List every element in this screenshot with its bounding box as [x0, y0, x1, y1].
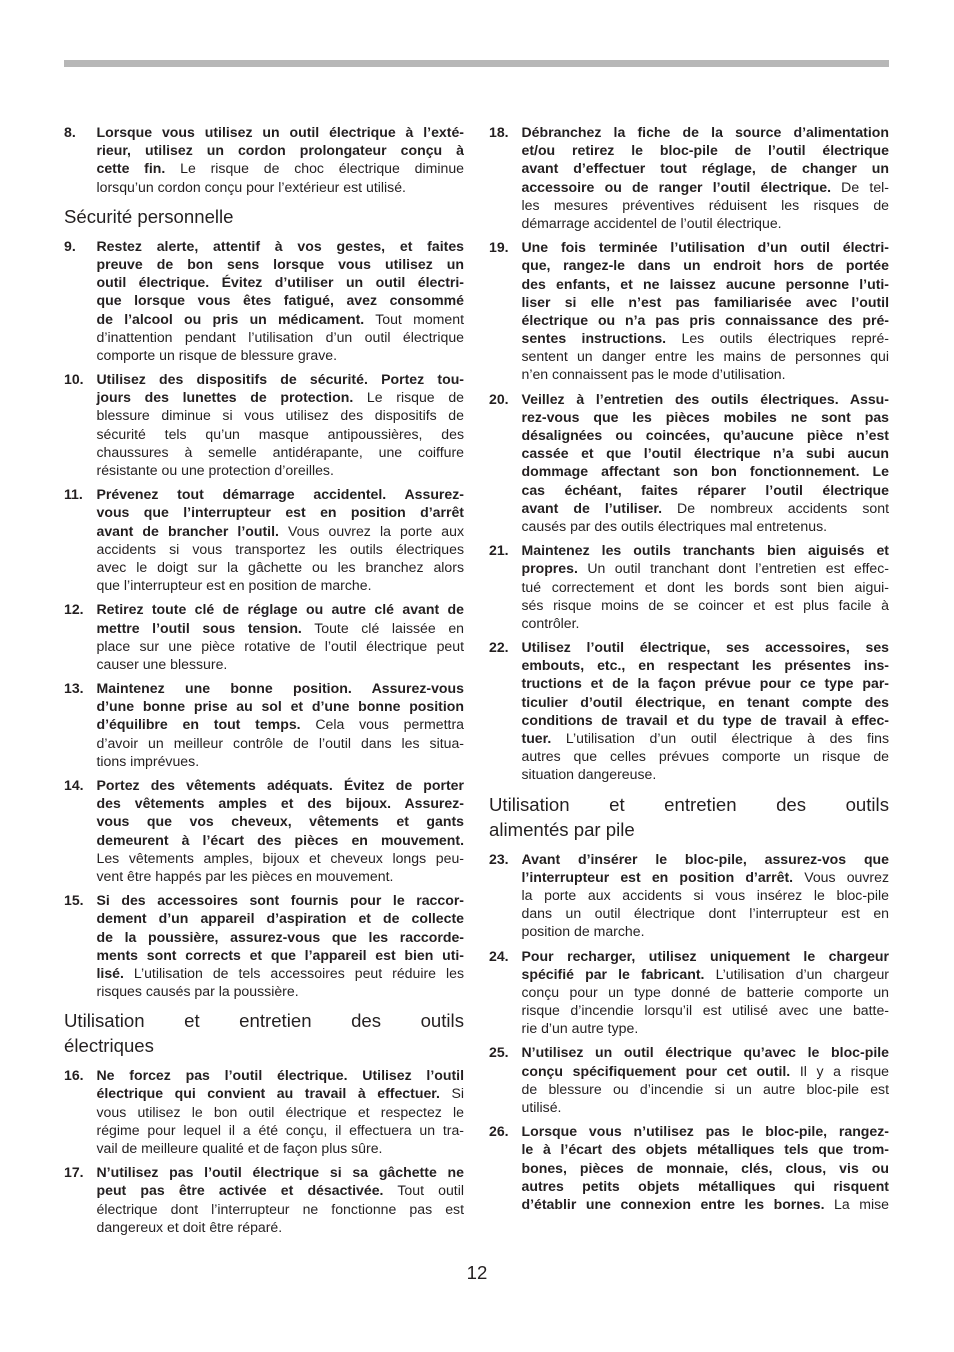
- text-line: [489, 965, 889, 983]
- text-line: [64, 1181, 464, 1199]
- body-text: comporte un risque de blessure grave.: [96, 346, 338, 363]
- body-text: Tout outil: [383, 1182, 464, 1199]
- body-text: de blessure ou d’incendie si un autre bloc-pile est: [521, 1080, 889, 1097]
- bold-text: Pour recharger, utilisez uniquement le chargeur: [521, 947, 889, 964]
- bold-text: tructions et de la façon prévue pour ce type par-: [521, 675, 889, 692]
- spacer: [64, 1058, 464, 1066]
- text-line: [64, 291, 464, 309]
- list-item: [489, 638, 889, 784]
- right-column: [489, 123, 889, 1219]
- text-line: [489, 868, 889, 886]
- body-text: rie d’un autre type.: [521, 1020, 639, 1037]
- bold-text: tuer.: [521, 730, 552, 746]
- body-text: blessure diminue si vous utilisez des dispositifs de: [96, 407, 464, 424]
- item-number: 14.: [64, 777, 84, 793]
- bold-text: électrique qui convient au travail à effectuer.: [96, 1085, 440, 1102]
- text-line: [489, 578, 889, 596]
- text-line: [489, 1159, 889, 1177]
- text-line: [64, 485, 464, 503]
- text-line: [64, 734, 464, 752]
- bold-text: Débranchez la fiche de la source d’alimentation: [521, 124, 889, 140]
- body-text: utilisé.: [521, 1099, 562, 1115]
- text-line: [64, 794, 464, 812]
- item-number: 12.: [64, 601, 84, 618]
- item-number: 13.: [64, 680, 84, 697]
- bold-text: cette fin.: [96, 160, 166, 177]
- list-item: [489, 1043, 889, 1116]
- heading-line: Utilisation et entretien des outils: [489, 793, 889, 815]
- text-line: [64, 1066, 464, 1084]
- bold-text: dommage affectant son bon fonctionnement. Le: [521, 463, 889, 480]
- text-line: [489, 214, 889, 232]
- body-text: régime pour lequel il a été conçu, il effectuera un tra-: [96, 1121, 464, 1138]
- text-line: [64, 310, 464, 328]
- item-number: 25.: [489, 1044, 509, 1061]
- text-line: [489, 178, 889, 196]
- bold-text: et/ou retirez le bloc-pile de l’outil électrique: [521, 142, 889, 159]
- body-text: L’utilisation de tels accessoires peut réduire les: [123, 964, 464, 981]
- list-item: [64, 123, 464, 196]
- bold-text: Restez alerte, attentif à vos gestes, et faites: [96, 237, 464, 254]
- section-heading: [64, 1008, 464, 1058]
- text-line: [489, 1140, 889, 1158]
- text-line: [64, 328, 464, 346]
- body-text: Vous ouvrez: [793, 868, 889, 885]
- bold-text: peut pas être activée et désactivée.: [96, 1182, 384, 1199]
- body-text: vous utilisez le bon outil électrique et respectez le: [96, 1103, 464, 1120]
- bold-text: Retirez toute clé de réglage ou autre clé avant de: [96, 601, 464, 618]
- text-line: [64, 909, 464, 927]
- body-text: La mise: [824, 1195, 890, 1212]
- list-item: [64, 485, 464, 594]
- item-number: 8.: [64, 124, 76, 140]
- bold-text: dement d’un appareil d’aspiration et de collecte: [96, 910, 464, 927]
- body-text: lorsqu’un cordon conçu pour l’extérieur est utilisé.: [96, 178, 406, 195]
- left-column: [64, 123, 464, 1242]
- body-text: d’inattention pendant l’utilisation d’un outil électrique: [96, 328, 464, 345]
- item-number: 11.: [64, 486, 83, 503]
- text-line: [489, 711, 889, 729]
- text-line: [64, 831, 464, 849]
- body-text: place sur une pièce rotative de l’outil électrique peut: [96, 637, 464, 654]
- body-text: L’utilisation d’un outil électrique à des fins: [551, 730, 889, 746]
- text-line: [489, 656, 889, 674]
- body-text: Cela vous permettra: [300, 716, 464, 733]
- body-text: risque d’incendie lorsqu’il est utilisé avec une batte-: [521, 1002, 889, 1019]
- bold-text: Lorsque vous utilisez un outil électrique à l’exté-: [96, 124, 464, 140]
- text-line: [64, 867, 464, 885]
- text-line: [489, 947, 889, 965]
- page-number: 12: [466, 1262, 488, 1283]
- bold-text: avant de brancher l’outil.: [96, 522, 279, 539]
- body-text: De nombreux accidents sont: [662, 499, 890, 516]
- text-line: [64, 346, 464, 364]
- section-heading: [64, 204, 464, 229]
- text-line: [489, 1062, 889, 1080]
- text-line: [64, 406, 464, 424]
- bold-text: Utilisez l’outil électrique, ses accessoires, ses: [521, 639, 889, 656]
- text-line: [64, 619, 464, 637]
- bold-text: Prévenez tout démarrage accidentel. Assurez-: [96, 486, 464, 503]
- text-line: [64, 123, 464, 141]
- text-line: [489, 275, 889, 293]
- bold-text: lisé.: [96, 964, 124, 981]
- text-line: [489, 159, 889, 177]
- text-line: [64, 1163, 464, 1181]
- text-line: [64, 715, 464, 733]
- spacer: [64, 229, 464, 237]
- text-line: [64, 1139, 464, 1157]
- bold-text: embouts, etc., en respectant les présentes ins-: [521, 657, 889, 674]
- body-text: causés par des outils électriques mal entretenus.: [521, 517, 828, 534]
- body-text: conçu pour un type donné de batterie comporte un: [521, 983, 889, 1000]
- body-text: contrôler.: [521, 614, 580, 631]
- bold-text: que, rangez-le dans un endroit hors de portée: [521, 257, 889, 274]
- bold-text: des vêtements amples et des bijoux. Assurez-: [96, 795, 464, 812]
- body-text: Si: [439, 1085, 464, 1102]
- text-line: [64, 849, 464, 867]
- list-item: [64, 891, 464, 1000]
- text-line: [489, 238, 889, 256]
- list-item: [64, 1066, 464, 1157]
- text-line: [64, 1121, 464, 1139]
- text-line: [64, 752, 464, 770]
- item-number: 17.: [64, 1164, 84, 1181]
- bold-text: Maintenez une bonne position. Assurez-vous: [96, 680, 464, 697]
- bold-text: cas échéant, faites réparer l’outil électrique: [521, 481, 889, 498]
- text-line: [489, 365, 889, 383]
- item-number: 18.: [489, 124, 509, 140]
- bold-text: ments sont corrects et que l’appareil est bien uti-: [96, 946, 464, 963]
- bold-text: Veillez à l’entretien des outils électriques. Assu-: [521, 390, 889, 407]
- text-line: [489, 765, 889, 783]
- text-line: [489, 614, 889, 632]
- bold-text: preuve de bon sens lorsque vous utilisez un: [96, 255, 464, 272]
- item-number: 22.: [489, 639, 509, 656]
- body-text: causer une blessure.: [96, 655, 228, 672]
- bold-text: cassée et que l’outil électrique n’a subi aucun: [521, 445, 889, 462]
- bold-text: demeurent à l’écart des pièces en mouvement.: [96, 831, 464, 848]
- bold-text: d’une bonne prise au sol et d’une bonne position: [96, 698, 464, 715]
- text-line: [489, 674, 889, 692]
- bold-text: spécifié par le fabricant.: [521, 965, 705, 982]
- list-item: [489, 238, 889, 384]
- bold-text: Utilisez des dispositifs de sécurité. Portez tou-: [96, 371, 464, 388]
- text-line: [489, 123, 889, 141]
- body-text: situation dangereuse.: [521, 766, 657, 783]
- text-line: [64, 1218, 464, 1236]
- bold-text: conditions de travail et du type de travail à effec-: [521, 711, 889, 728]
- body-text: Les vêtements amples, bijoux et cheveux longs peu-: [96, 849, 464, 866]
- bold-text: jours des lunettes de protection.: [96, 389, 354, 406]
- body-text: tions imprévues.: [96, 752, 200, 769]
- text-line: [64, 540, 464, 558]
- body-text: les mesures préventives réduisent les risques de: [521, 196, 889, 213]
- text-line: [489, 256, 889, 274]
- text-line: [489, 196, 889, 214]
- text-line: [489, 311, 889, 329]
- list-item: [64, 776, 464, 885]
- text-line: [489, 922, 889, 940]
- text-line: [489, 141, 889, 159]
- text-line: [489, 1043, 889, 1061]
- text-line: [489, 1195, 889, 1213]
- bold-text: des enfants, et ne laissez aucune personne l’uti-: [521, 275, 889, 292]
- text-line: [64, 141, 464, 159]
- text-line: [64, 891, 464, 909]
- bold-text: d’équilibre en tout temps.: [96, 716, 301, 733]
- bold-text: ticulier d’outil électrique, en tenant compte des: [521, 693, 889, 710]
- text-line: [64, 776, 464, 794]
- list-item: [489, 390, 889, 536]
- text-line: [64, 679, 464, 697]
- heading-line: Sécurité personnelle: [64, 205, 234, 227]
- body-text: Tout moment: [364, 310, 464, 327]
- bold-text: électrique ou n’a pas pris connaissance des pré-: [521, 311, 889, 328]
- body-text: L’utilisation d’un chargeur: [704, 965, 890, 982]
- bold-text: Lorsque vous n’utilisez pas le bloc-pile, rangez-: [521, 1123, 889, 1140]
- text-line: [64, 273, 464, 291]
- body-text: démarrage accidentel de l’outil électrique.: [521, 214, 782, 231]
- text-line: [489, 462, 889, 480]
- body-text: position de marche.: [521, 923, 645, 940]
- text-line: [489, 444, 889, 462]
- bold-text: conçu spécifiquement pour cet outil.: [521, 1062, 791, 1079]
- body-text: Il y a risque: [790, 1062, 889, 1079]
- text-line: [64, 461, 464, 479]
- text-line: [64, 178, 464, 196]
- bold-text: que lorsque vous êtes fatigué, avez consommé: [96, 292, 464, 309]
- item-number: 26.: [489, 1123, 509, 1140]
- text-line: [64, 655, 464, 673]
- heading-line: alimentés par pile: [489, 818, 635, 840]
- item-number: 15.: [64, 892, 84, 909]
- bold-text: désalignées ou coincées, qu’aucune pièce n’est: [521, 427, 889, 443]
- list-item: [489, 1122, 889, 1213]
- bold-text: Une fois terminée l’utilisation d’un outil électri-: [521, 239, 889, 256]
- text-line: [489, 1098, 889, 1116]
- text-line: [64, 1084, 464, 1102]
- body-text: Les outils électriques repré-: [666, 330, 889, 347]
- text-line: [489, 1122, 889, 1140]
- text-line: [489, 904, 889, 922]
- body-text: dangereux et doit être réparé.: [96, 1218, 283, 1235]
- text-line: [489, 729, 889, 747]
- body-text: électrique dont l’interrupteur ne fonctionne pas est: [96, 1200, 464, 1217]
- bold-text: avant de l’utiliser.: [521, 499, 663, 516]
- text-line: [64, 982, 464, 1000]
- body-text: De tel-: [830, 178, 889, 195]
- text-line: [64, 812, 464, 830]
- text-line: [489, 426, 889, 444]
- bold-text: outil électrique. Évitez d’utiliser un outil électri-: [96, 274, 464, 291]
- text-line: [489, 693, 889, 711]
- bold-text: accessoire ou de ranger l’outil électrique.: [521, 178, 831, 195]
- section-heading: [489, 792, 889, 842]
- item-number: 9.: [64, 237, 76, 254]
- text-line: [489, 638, 889, 656]
- text-line: [64, 964, 464, 982]
- bold-text: Si des accessoires sont fournis pour le raccor-: [96, 892, 464, 909]
- text-line: [64, 558, 464, 576]
- text-line: [64, 576, 464, 594]
- bold-text: propres.: [521, 560, 578, 577]
- text-line: [489, 481, 889, 499]
- body-text: Toute clé laissée en: [301, 619, 465, 636]
- bold-text: mettre l’outil sous tension.: [96, 619, 302, 636]
- text-line: [64, 637, 464, 655]
- bold-text: autres petits objets métalliques qui risquent: [521, 1177, 889, 1194]
- body-text: d’avoir un meilleur contrôle de l’outil dans les situa-: [96, 734, 464, 751]
- bold-text: vous que vos cheveux, vêtements et gants: [96, 813, 464, 830]
- body-text: la porte aux accidents si vous insérez le bloc-pile: [521, 886, 889, 903]
- text-line: [489, 850, 889, 868]
- item-number: 23.: [489, 850, 509, 867]
- bold-text: Ne forcez pas l’outil électrique. Utilisez l’outil: [96, 1067, 464, 1084]
- text-line: [64, 1103, 464, 1121]
- bold-text: liser si elle n’est pas familiarisée avec l’outil: [521, 293, 889, 310]
- top-rule: [64, 60, 889, 67]
- text-line: [489, 329, 889, 347]
- text-line: [489, 747, 889, 765]
- text-line: [489, 886, 889, 904]
- text-line: [489, 293, 889, 311]
- item-number: 20.: [489, 390, 509, 407]
- text-line: [64, 697, 464, 715]
- text-line: [489, 1001, 889, 1019]
- text-line: [64, 388, 464, 406]
- list-item: [64, 600, 464, 673]
- bold-text: Portez des vêtements adéquats. Évitez de porter: [96, 777, 464, 793]
- text-line: [64, 255, 464, 273]
- bold-text: sentes instructions.: [521, 330, 667, 347]
- list-item: [64, 237, 464, 364]
- bold-text: le à l’écart des objets métalliques tels que trom-: [521, 1141, 889, 1158]
- text-line: [64, 443, 464, 461]
- text-line: [64, 503, 464, 521]
- list-item: [64, 1163, 464, 1236]
- body-text: avec le doigt sur la gâchette ou les branchez alors: [96, 558, 464, 575]
- text-line: [489, 408, 889, 426]
- body-text: n’en connaissent pas le mode d’utilisation.: [521, 366, 786, 383]
- bold-text: rez-vous que les pièces mobiles ne sont pas: [521, 408, 889, 425]
- text-line: [64, 237, 464, 255]
- text-line: [64, 159, 464, 177]
- bold-text: l’interrupteur est en position d’arrêt.: [521, 868, 794, 885]
- text-line: [64, 522, 464, 540]
- item-number: 16.: [64, 1067, 84, 1084]
- bold-text: de l’alcool ou pris un médicament.: [96, 310, 365, 327]
- text-line: [489, 1080, 889, 1098]
- heading-line: Utilisation et entretien des outils: [64, 1010, 464, 1032]
- text-line: [489, 499, 889, 517]
- body-text: dans un outil électrique dont l’interrupteur est en: [521, 905, 889, 922]
- body-text: sés risque moins de se coincer et est plus facile à: [521, 596, 889, 613]
- body-text: Un outil tranchant dont l’entretien est effec-: [577, 560, 889, 577]
- body-text: risques causés par la poussière.: [96, 983, 299, 1000]
- bold-text: N’utilisez un outil électrique qu’avec le bloc-pile: [521, 1044, 889, 1061]
- body-text: accidents si vous transportez les outils électriques: [96, 540, 464, 557]
- item-number: 10.: [64, 371, 84, 388]
- list-item: [489, 947, 889, 1038]
- bold-text: d’établir une connexion entre les bornes.: [521, 1195, 825, 1212]
- bold-text: rieur, utilisez un cordon prolongateur conçu à: [96, 142, 464, 159]
- spacer: [489, 842, 889, 850]
- body-text: Le risque de: [353, 389, 464, 406]
- bold-text: N’utilisez pas l’outil électrique si sa gâchette ne: [96, 1164, 464, 1181]
- list-item: [64, 370, 464, 479]
- body-text: Le risque de choc électrique diminue: [165, 160, 464, 177]
- text-line: [489, 517, 889, 535]
- bold-text: bones, pièces de monnaie, clés, clous, vis ou: [521, 1159, 889, 1176]
- text-line: [489, 1019, 889, 1037]
- text-line: [489, 541, 889, 559]
- text-line: [489, 596, 889, 614]
- item-number: 24.: [489, 947, 509, 964]
- text-line: [64, 600, 464, 618]
- bold-text: de la poussière, assurez-vous que les raccorde-: [96, 928, 464, 945]
- bold-text: vous que l’interrupteur est en position d’arrêt: [96, 504, 464, 521]
- text-line: [64, 1200, 464, 1218]
- text-line: [489, 347, 889, 365]
- body-text: autres que celles prévues comporte un risque de: [521, 748, 889, 765]
- list-item: [489, 123, 889, 232]
- text-line: [489, 1177, 889, 1195]
- body-text: sentent un danger entre les mains de personnes qui: [521, 348, 889, 365]
- list-item: [489, 850, 889, 941]
- text-line: [64, 370, 464, 388]
- item-number: 21.: [489, 542, 509, 559]
- bold-text: Maintenez les outils tranchants bien aiguisés et: [521, 542, 889, 559]
- text-line: [64, 928, 464, 946]
- heading-line: électriques: [64, 1035, 154, 1057]
- text-line: [489, 390, 889, 408]
- text-line: [64, 425, 464, 443]
- list-item: [64, 679, 464, 770]
- text-line: [489, 559, 889, 577]
- text-line: [64, 946, 464, 964]
- body-text: sécurité tels qu’un masque antipoussières, des: [96, 425, 464, 442]
- body-text: que l’interrupteur est en position de marche.: [96, 577, 372, 594]
- list-item: [489, 541, 889, 632]
- body-text: Vous ouvrez la porte aux: [278, 522, 464, 539]
- body-text: chaussures à semelle antidérapante, une coiffure: [96, 443, 464, 460]
- body-text: vent être happés par les pièces en mouvement.: [96, 867, 394, 884]
- body-text: vail de meilleure qualité et de façon plus sûre.: [96, 1140, 383, 1156]
- text-line: [489, 983, 889, 1001]
- bold-text: Avant d’insérer le bloc-pile, assurez-vos que: [521, 850, 889, 867]
- bold-text: avant d’effectuer tout réglage, de changer un: [521, 160, 889, 177]
- body-text: résistante ou une protection d’oreilles.: [96, 462, 334, 478]
- item-number: 19.: [489, 239, 509, 256]
- body-text: tué correctement et dont les bords sont bien aigui-: [521, 578, 889, 595]
